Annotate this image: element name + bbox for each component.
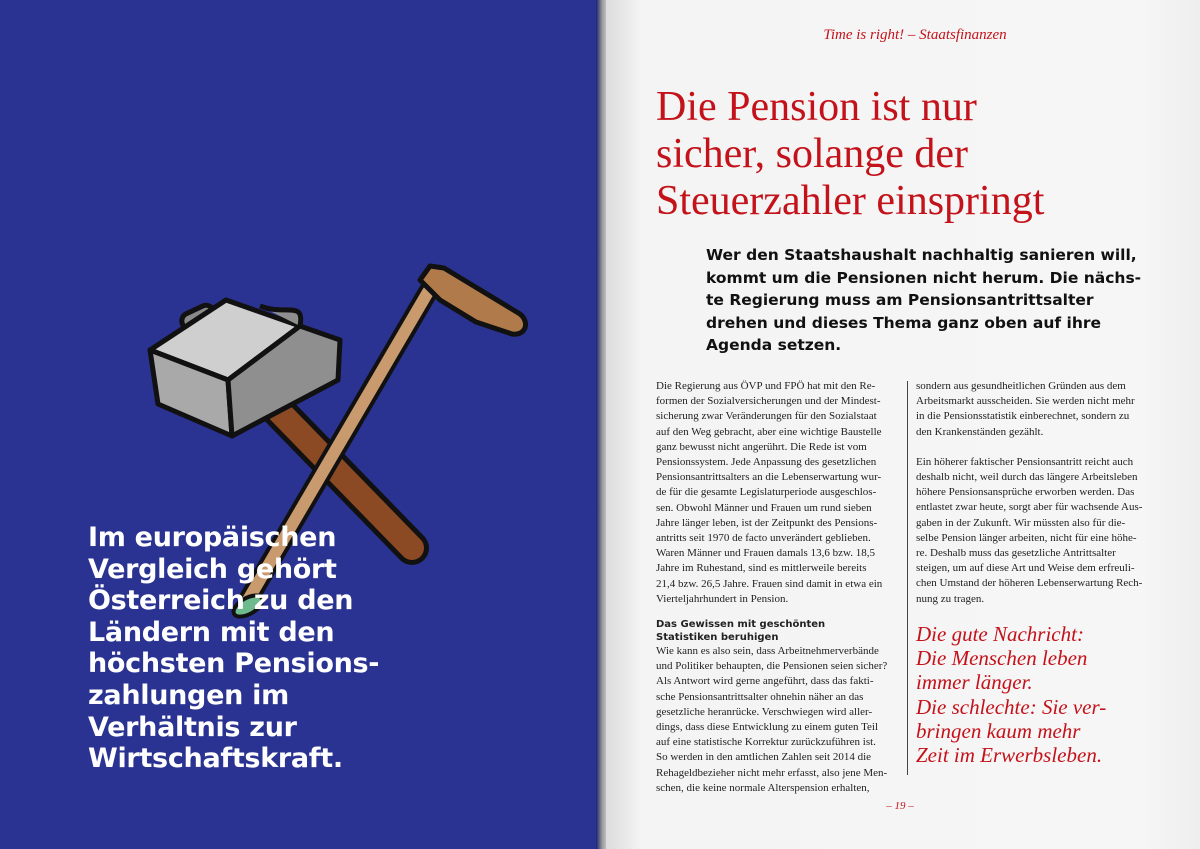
body-line: selbe Pension länger arbeiten, nicht für eine höhe- [916, 531, 1137, 544]
quote-line: höchsten Pensions- [88, 648, 380, 680]
pullquote-line: Die schlechte: Sie ver- [916, 694, 1107, 719]
body-line: dings, dass diese Entwicklung zu einem guten Teil [656, 721, 879, 734]
lead-paragraph [706, 244, 1142, 357]
lead-line: Wer den Staatshaushalt nachhaltig sanieren will, [706, 246, 1137, 264]
body-line: Waren Männer und Frauen damals 13,6 bzw. 18,5 [656, 547, 875, 560]
quote-line: Im europäischen [88, 522, 337, 553]
headline-line: Die Pension ist nur [656, 84, 977, 130]
quote-line: Ländern mit den [88, 616, 335, 648]
body-line: Die Regierung aus ÖVP und FPÖ hat mit den Re- [656, 380, 876, 392]
hammer-icon [150, 300, 412, 548]
body-line: in die Pensionsstatistik einberechnet, sondern zu [916, 410, 1130, 423]
body-line: und Politiker behaupten, die Pensionen seien sicher? [656, 660, 888, 673]
pullquote-line: Zeit im Erwerbsleben. [916, 743, 1103, 768]
body-line: Rehageldbezieher nicht mehr erfasst, also jene Men- [656, 766, 888, 779]
body-line: schen, die keine normale Alterspension erhalten, [656, 781, 870, 794]
pullquote-line: Die gute Nachricht: [916, 622, 1084, 646]
headline-line: sicher, solange der [656, 131, 969, 177]
body-line: gesetzliche heranrücke. Verschwiegen wird aller- [656, 705, 873, 718]
body-line: antritts seit 1970 de facto unverändert geblieben. [656, 532, 871, 545]
running-head: Time is right! – Staatsfinanzen [823, 27, 1007, 43]
body-line: sen. Obwohl Männer und Frauen um rund sieben [656, 501, 872, 514]
body-line: formen der Sozialversicherungen und der Mindest- [656, 395, 881, 408]
section-subhead: Statistiken beruhigen [656, 632, 779, 644]
quote-line: Verhältnis zur [88, 711, 297, 743]
body-line: sondern aus gesundheitlichen Gründen aus dem [916, 380, 1126, 392]
body-line: Jahre länger leben, ist der Zeitpunkt des Pensions- [656, 516, 878, 529]
body-column-1 [656, 379, 896, 796]
column-divider [907, 381, 908, 775]
quote-line: zahlungen im [88, 679, 289, 711]
body-line: Arbeitsmarkt ausscheiden. Sie werden nicht mehr [916, 395, 1135, 408]
body-line: chen Umstand der höheren Lebenserwartung Rech- [916, 577, 1143, 590]
body-line: Wie kann es also sein, dass Arbeitnehmerverbände [656, 645, 879, 658]
lead-line: Agenda setzen. [706, 336, 842, 355]
body-line: sicherung zwar Veränderungen für den Sozialstaat [656, 410, 877, 423]
lead-line: te Regierung muss am Pensionsantrittsalter [706, 291, 1094, 310]
body-line: So werden in den amtlichen Zahlen seit 2014 die [656, 751, 872, 764]
quote-line: Wirtschaftskraft. [88, 743, 343, 775]
body-line: re. Deshalb muss das gesetzliche Antrittsalter [916, 547, 1116, 560]
body-line: deshalb nicht, weil durch das längere Arbeitsleben [916, 471, 1138, 484]
body-line: Pensionssystem. Jede Anpassung des gesetzlichen [656, 456, 877, 469]
section-subhead: Das Gewissen mit geschönten [656, 619, 826, 631]
quote-line: Vergleich gehört [88, 553, 337, 585]
body-line: höhere Pensionsansprüche erworben werden. Das [916, 486, 1135, 499]
body-line: 21,4 bzw. 26,5 Jahre. Frauen sind damit in etwa ein [656, 577, 883, 590]
pullquote-line: bringen kaum mehr [916, 718, 1081, 743]
body-line: Vierteljahrhundert in Pension. [656, 592, 789, 605]
body-line: auf den Weg gebracht, aber eine wichtige Baustelle [656, 425, 882, 438]
body-line: gaben in der Zukunft. Wir müssten also für die- [916, 516, 1126, 529]
pullquote-line: Die Menschen leben [916, 646, 1088, 671]
body-line: auf eine statistische Korrektur zurückzuführen ist. [656, 736, 876, 749]
quote-line: Österreich zu den [88, 585, 354, 617]
body-line: den Krankenständen gezählt. [916, 425, 1044, 438]
body-line: sche Pensionsantrittsalter ohnehin näher an das [656, 690, 864, 703]
headline-line: Steuerzahler einspringt [656, 178, 1045, 224]
body-line: steigen, um auf diese Art und Weise dem erfreuli- [916, 562, 1135, 575]
lead-line: drehen und dieses Thema ganz oben auf ihre [706, 313, 1102, 332]
pullquote-line: immer länger. [916, 670, 1033, 695]
headline [656, 84, 1176, 225]
page-number: – 19 – [886, 800, 914, 812]
body-line: Ein höherer faktischer Pensionsantritt reicht auch [916, 455, 1134, 468]
body-line: Als Antwort wird gerne angeführt, dass das fakti- [656, 675, 874, 688]
body-line: Pensionsantrittsalters an die Lebenserwartung wur- [656, 471, 882, 484]
body-line: nung zu tragen. [916, 592, 985, 605]
body-line: Jahre im Ruhestand, sind es mittlerweile bereits [656, 562, 867, 575]
body-line: entlastet zwar heute, sorgt aber für wachsende Aus- [916, 501, 1143, 514]
pull-quote-right [916, 622, 1156, 767]
body-line: ganz bewusst nicht angerührt. Die Rede ist vom [656, 440, 867, 453]
lead-line: kommt um die Pensionen nicht herum. Die nächs- [706, 268, 1142, 287]
body-column-2 [916, 379, 1156, 607]
body-line: de für die gesamte Legislaturperiode ausgeschlos- [656, 486, 877, 499]
pull-quote-left [88, 522, 448, 775]
